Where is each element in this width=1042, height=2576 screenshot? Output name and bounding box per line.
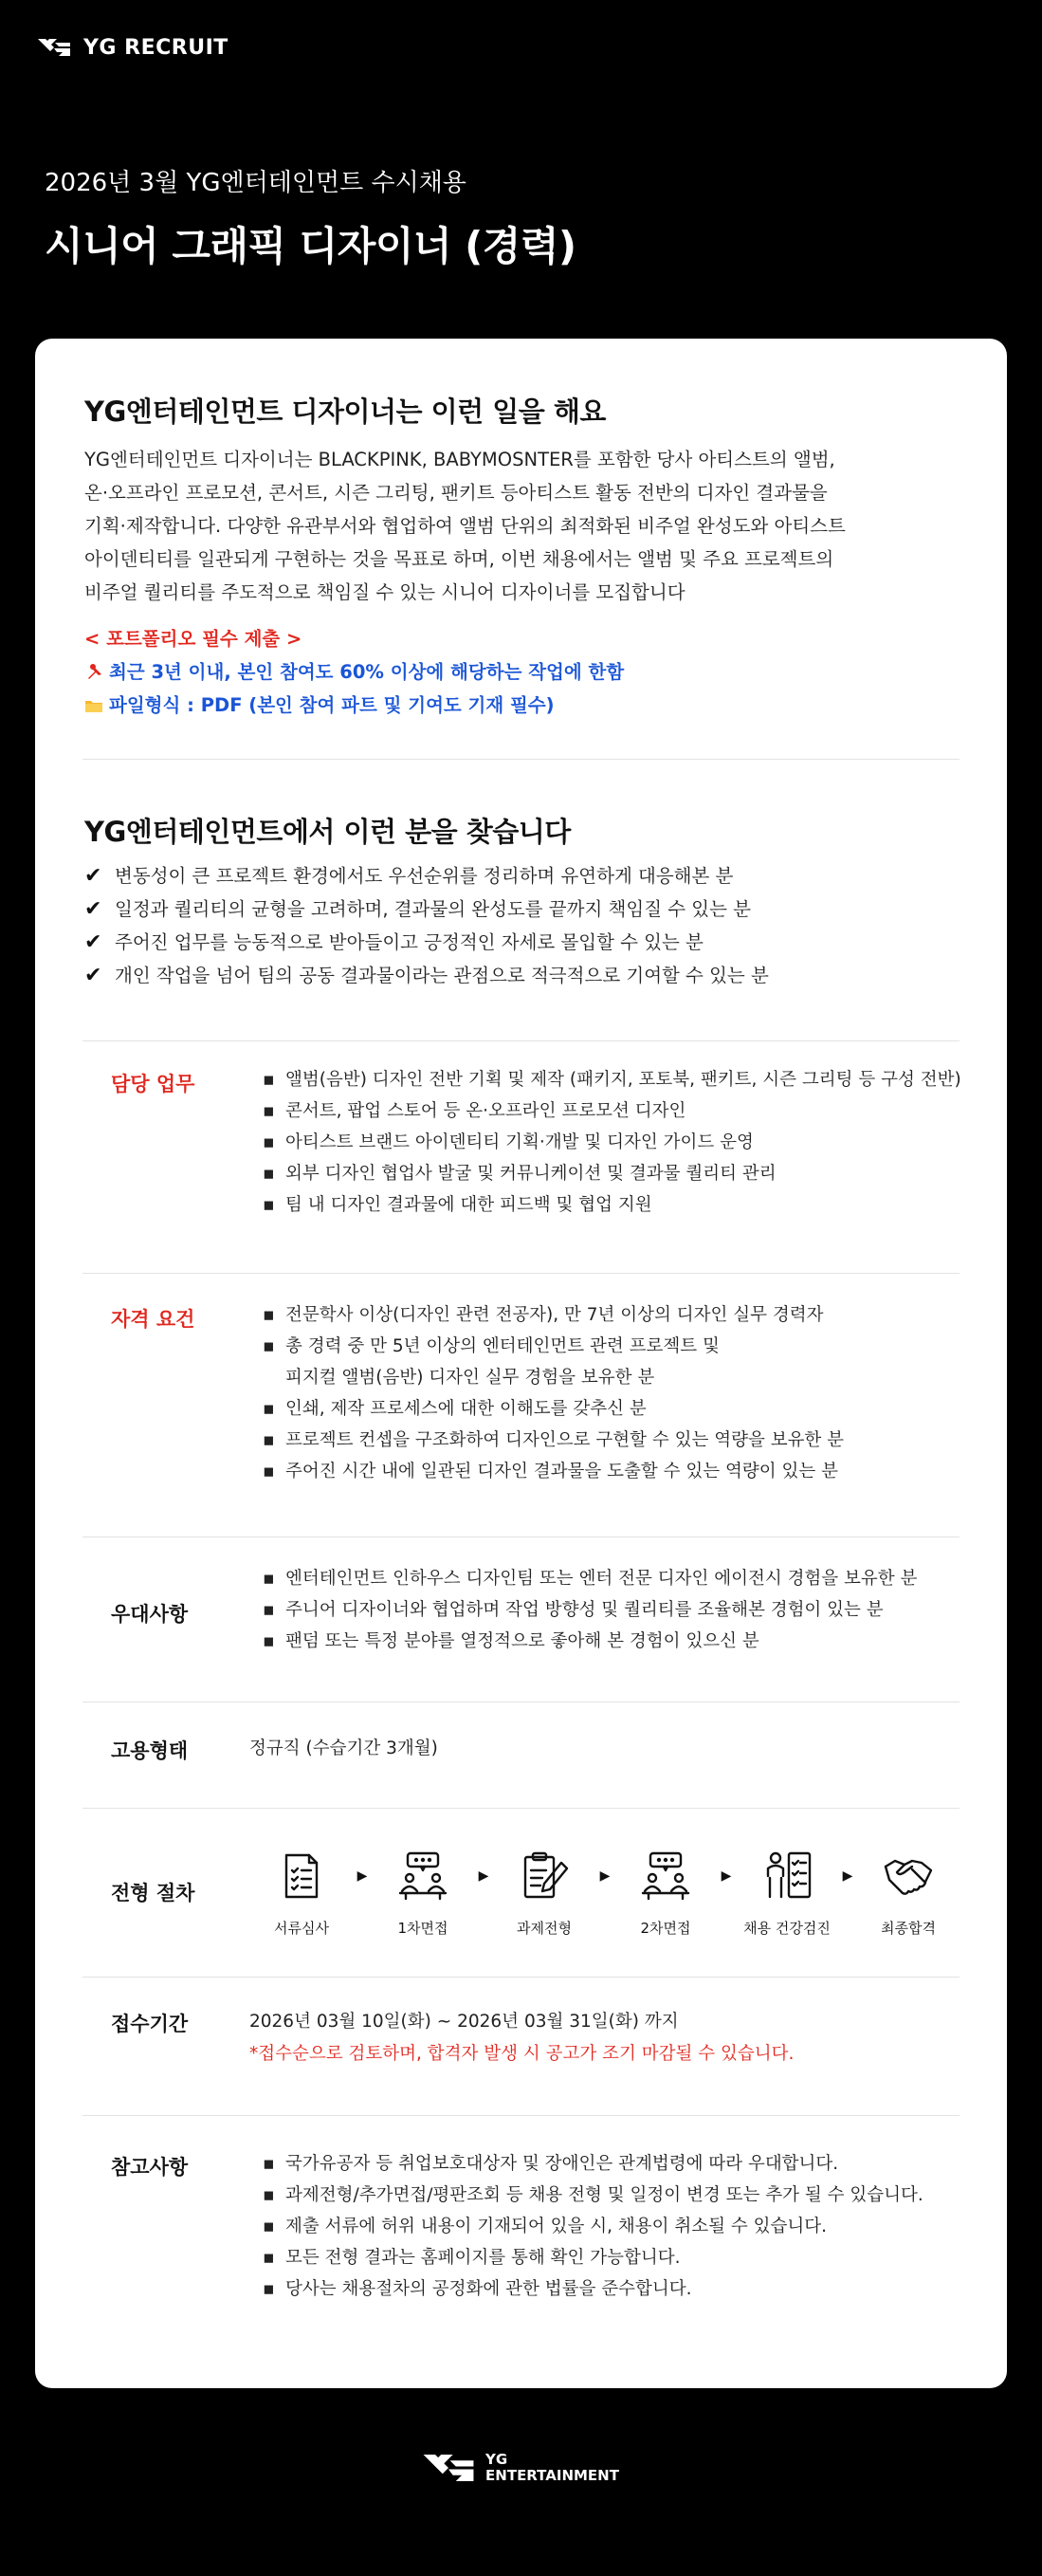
portfolio-note-2 (84, 689, 958, 722)
intro-line: 온·오프라인 프로모션, 콘서트, 시즌 그리팅, 팬키트 등아티스트 활동 전반의 디자인 결과물을 (84, 482, 828, 504)
assignment-icon (518, 1849, 571, 1903)
requirements-list (263, 1299, 844, 1487)
process-step (856, 1849, 960, 1938)
list-item: ▪ 총 경력 중 만 5년 이상의 엔터테인먼트 관련 프로젝트 및 (263, 1336, 720, 1356)
divider (82, 2115, 960, 2116)
recruit-subtitle: 2026년 3월 YG엔터테인먼트 수시채용 (45, 169, 466, 197)
divider (82, 759, 960, 760)
intro-section (84, 391, 958, 722)
list-item: ▪ 당사는 채용절차의 공정화에 관한 법률을 준수합니다. (263, 2279, 692, 2299)
divider (82, 1977, 960, 1978)
divider (82, 1273, 960, 1274)
list-item: ▪ 엔터테인먼트 인하우스 디자인팀 또는 엔터 전문 디자인 에이전시 경험을 보유한 분 (263, 1569, 918, 1589)
period-value: 2026년 03월 10일(화) ~ 2026년 03월 31일(화) 까지 (249, 2012, 679, 2032)
footer-wordmark (485, 2452, 619, 2484)
folder-icon (84, 697, 103, 714)
seek-heading: YG엔터테인먼트에서 이런 분을 찾습니다 (84, 816, 571, 848)
duties-list (263, 1064, 961, 1221)
process-step (492, 1849, 596, 1938)
list-item: ▪ 외부 디자인 협업사 발굴 및 커뮤니케이션 및 결과물 퀄리티 관리 (263, 1164, 777, 1184)
list-item: ✔ 개인 작업을 넘어 팀의 공동 결과물이라는 관점으로 적극적으로 기여할 수 있는 분 (84, 959, 958, 992)
portfolio-note-2-text: 파일형식 : PDF (본인 참여 파트 및 기여도 기재 필수) (109, 694, 555, 716)
arrow-right-icon: ▶ (721, 1868, 732, 1884)
period-label: 접수기간 (111, 2013, 189, 2035)
list-item: ▪ 모든 전형 결과는 홈페이지를 통해 확인 가능합니다. (263, 2248, 681, 2268)
portfolio-block (84, 622, 958, 722)
list-item: ✔ 변동성이 큰 프로젝트 환경에서도 우선순위를 정리하며 유연하게 대응해본 분 (84, 859, 958, 892)
divider (82, 1040, 960, 1041)
document-icon (275, 1849, 328, 1903)
footer (0, 2452, 1042, 2484)
process-step (613, 1849, 718, 1938)
intro-line: YG엔터테인먼트 디자이너는 BLACKPINK, BABYMOSNTER를 포함한 당사 아티스트의 앨범, (84, 449, 835, 470)
job-title: 시니어 그래픽 디자이너 (경력) (45, 223, 576, 269)
portfolio-title: < 포트폴리오 필수 제출 > (84, 628, 302, 650)
interview-icon (639, 1849, 692, 1903)
job-card (35, 339, 1007, 2388)
requirements-label: 자격 요건 (111, 1308, 195, 1331)
employment-label: 고용형태 (111, 1739, 189, 1762)
list-item: ▪ 주니어 디자이너와 협업하며 작업 방향성 및 퀄리티를 조율해본 경험이 있는 분 (263, 1600, 884, 1620)
intro-line: 비주얼 퀄리티를 주도적으로 책임질 수 있는 시니어 디자이너를 모집합니다 (84, 581, 686, 603)
list-item: ▪ 팀 내 디자인 결과물에 대한 피드백 및 협업 지원 (263, 1195, 652, 1215)
employment-value: 정규직 (수습기간 3개월) (249, 1739, 438, 1758)
step-caption: 채용 건강검진 (743, 1920, 831, 1937)
check-icon: ✔ (84, 930, 102, 954)
arrow-right-icon: ▶ (842, 1868, 853, 1884)
checklist-icon (760, 1849, 813, 1903)
list-item: ▪ 전문학사 이상(디자인 관련 전공자), 만 7년 이상의 디자인 실무 경력자 (263, 1305, 824, 1325)
list-item: ▪ 국가유공자 등 취업보호대상자 및 장애인은 관계법령에 따라 우대합니다. (263, 2154, 839, 2174)
list-item: ▪ 앨범(음반) 디자인 전반 기획 및 제작 (패키지, 포토북, 팬키트, 시즌 그리팅 등 구성 전반) (263, 1070, 961, 1090)
list-item: 피지컬 앨범(음반) 디자인 실무 경험을 보유한 분 (285, 1368, 655, 1388)
seek-section (84, 811, 958, 992)
list-item: ▪ 콘서트, 팝업 스토어 등 온·오프라인 프로모션 디자인 (263, 1101, 686, 1121)
step-caption: 서류심사 (274, 1920, 329, 1937)
period-body (249, 2006, 794, 2070)
period-note: *접수순으로 검토하며, 합격자 발생 시 공고가 조기 마감될 수 있습니다. (249, 2044, 795, 2064)
portfolio-note-1-text: 최근 3년 이내, 본인 참여도 60% 이상에 해당하는 작업에 한함 (109, 661, 625, 683)
check-icon: ✔ (84, 864, 102, 888)
list-item: ▪ 인쇄, 제작 프로세스에 대한 이해도를 갖추신 분 (263, 1399, 647, 1419)
process-steps (249, 1849, 960, 1938)
list-item: ▪ 과제전형/추가면접/평판조회 등 채용 전형 및 일정이 변경 또는 추가 될 수 있습니다. (263, 2185, 923, 2205)
list-item: ✔ 일정과 퀄리티의 균형을 고려하며, 결과물의 완성도를 끝까지 책임질 수 있는 분 (84, 892, 958, 926)
intro-heading: YG엔터테인먼트 디자이너는 이런 일을 해요 (84, 396, 606, 428)
brand-title[interactable]: YG RECRUIT (83, 35, 229, 60)
list-item: ▪ 프로젝트 컨셉을 구조화하여 디자인으로 구현할 수 있는 역량을 보유한 분 (263, 1430, 845, 1450)
hero (45, 163, 576, 272)
process-step (735, 1849, 839, 1938)
duties-label: 담당 업무 (111, 1073, 195, 1095)
list-item: ▪ 주어진 시간 내에 일관된 디자인 결과물을 도출할 수 있는 역량이 있는 분 (263, 1462, 838, 1481)
seek-list (84, 859, 958, 992)
footer-line-1: YG (485, 2451, 508, 2468)
preferred-list (263, 1563, 917, 1657)
divider (82, 1808, 960, 1809)
arrow-right-icon: ▶ (356, 1868, 368, 1884)
check-icon: ✔ (84, 964, 102, 987)
step-caption: 과제전형 (517, 1920, 572, 1937)
arrow-right-icon: ▶ (478, 1868, 489, 1884)
step-caption: 최종합격 (881, 1920, 936, 1937)
step-caption: 2차면접 (640, 1920, 691, 1937)
pushpin-icon (84, 663, 103, 682)
interview-icon (396, 1849, 449, 1903)
portfolio-note-1 (84, 655, 958, 689)
process-step (249, 1849, 354, 1938)
preferred-label: 우대사항 (111, 1603, 189, 1626)
notes-list (263, 2148, 923, 2305)
top-bar (38, 32, 229, 63)
footer-line-2: ENTERTAINMENT (485, 2467, 619, 2484)
process-label: 전형 절차 (111, 1882, 195, 1904)
intro-line: 아이덴티티를 일관되게 구현하는 것을 목표로 하며, 이번 채용에서는 앨범 및 주요 프로젝트의 (84, 548, 834, 570)
list-item: ▪ 제출 서류에 허위 내용이 기재되어 있을 시, 채용이 취소될 수 있습니다. (263, 2217, 827, 2236)
yg-logo-icon (423, 2455, 474, 2481)
list-item: ▪ 아티스트 브랜드 아이덴티티 기획·개발 및 디자인 가이드 운영 (263, 1132, 754, 1152)
handshake-icon (882, 1849, 935, 1903)
yg-logo-icon (38, 39, 70, 56)
list-item: ▪ 팬덤 또는 특정 분야를 열정적으로 좋아해 본 경험이 있으신 분 (263, 1631, 759, 1651)
list-item: ✔ 주어진 업무를 능동적으로 받아들이고 긍정적인 자세로 몰입할 수 있는 분 (84, 926, 958, 959)
divider (82, 1536, 960, 1537)
intro-body (84, 443, 958, 609)
notes-label: 참고사항 (111, 2156, 189, 2179)
arrow-right-icon: ▶ (599, 1868, 611, 1884)
check-icon: ✔ (84, 897, 102, 921)
step-caption: 1차면접 (397, 1920, 448, 1937)
process-step (371, 1849, 475, 1938)
intro-line: 기획·제작합니다. 다양한 유관부서와 협업하여 앨범 단위의 최적화된 비주얼 완성도와 아티스트 (84, 515, 846, 537)
